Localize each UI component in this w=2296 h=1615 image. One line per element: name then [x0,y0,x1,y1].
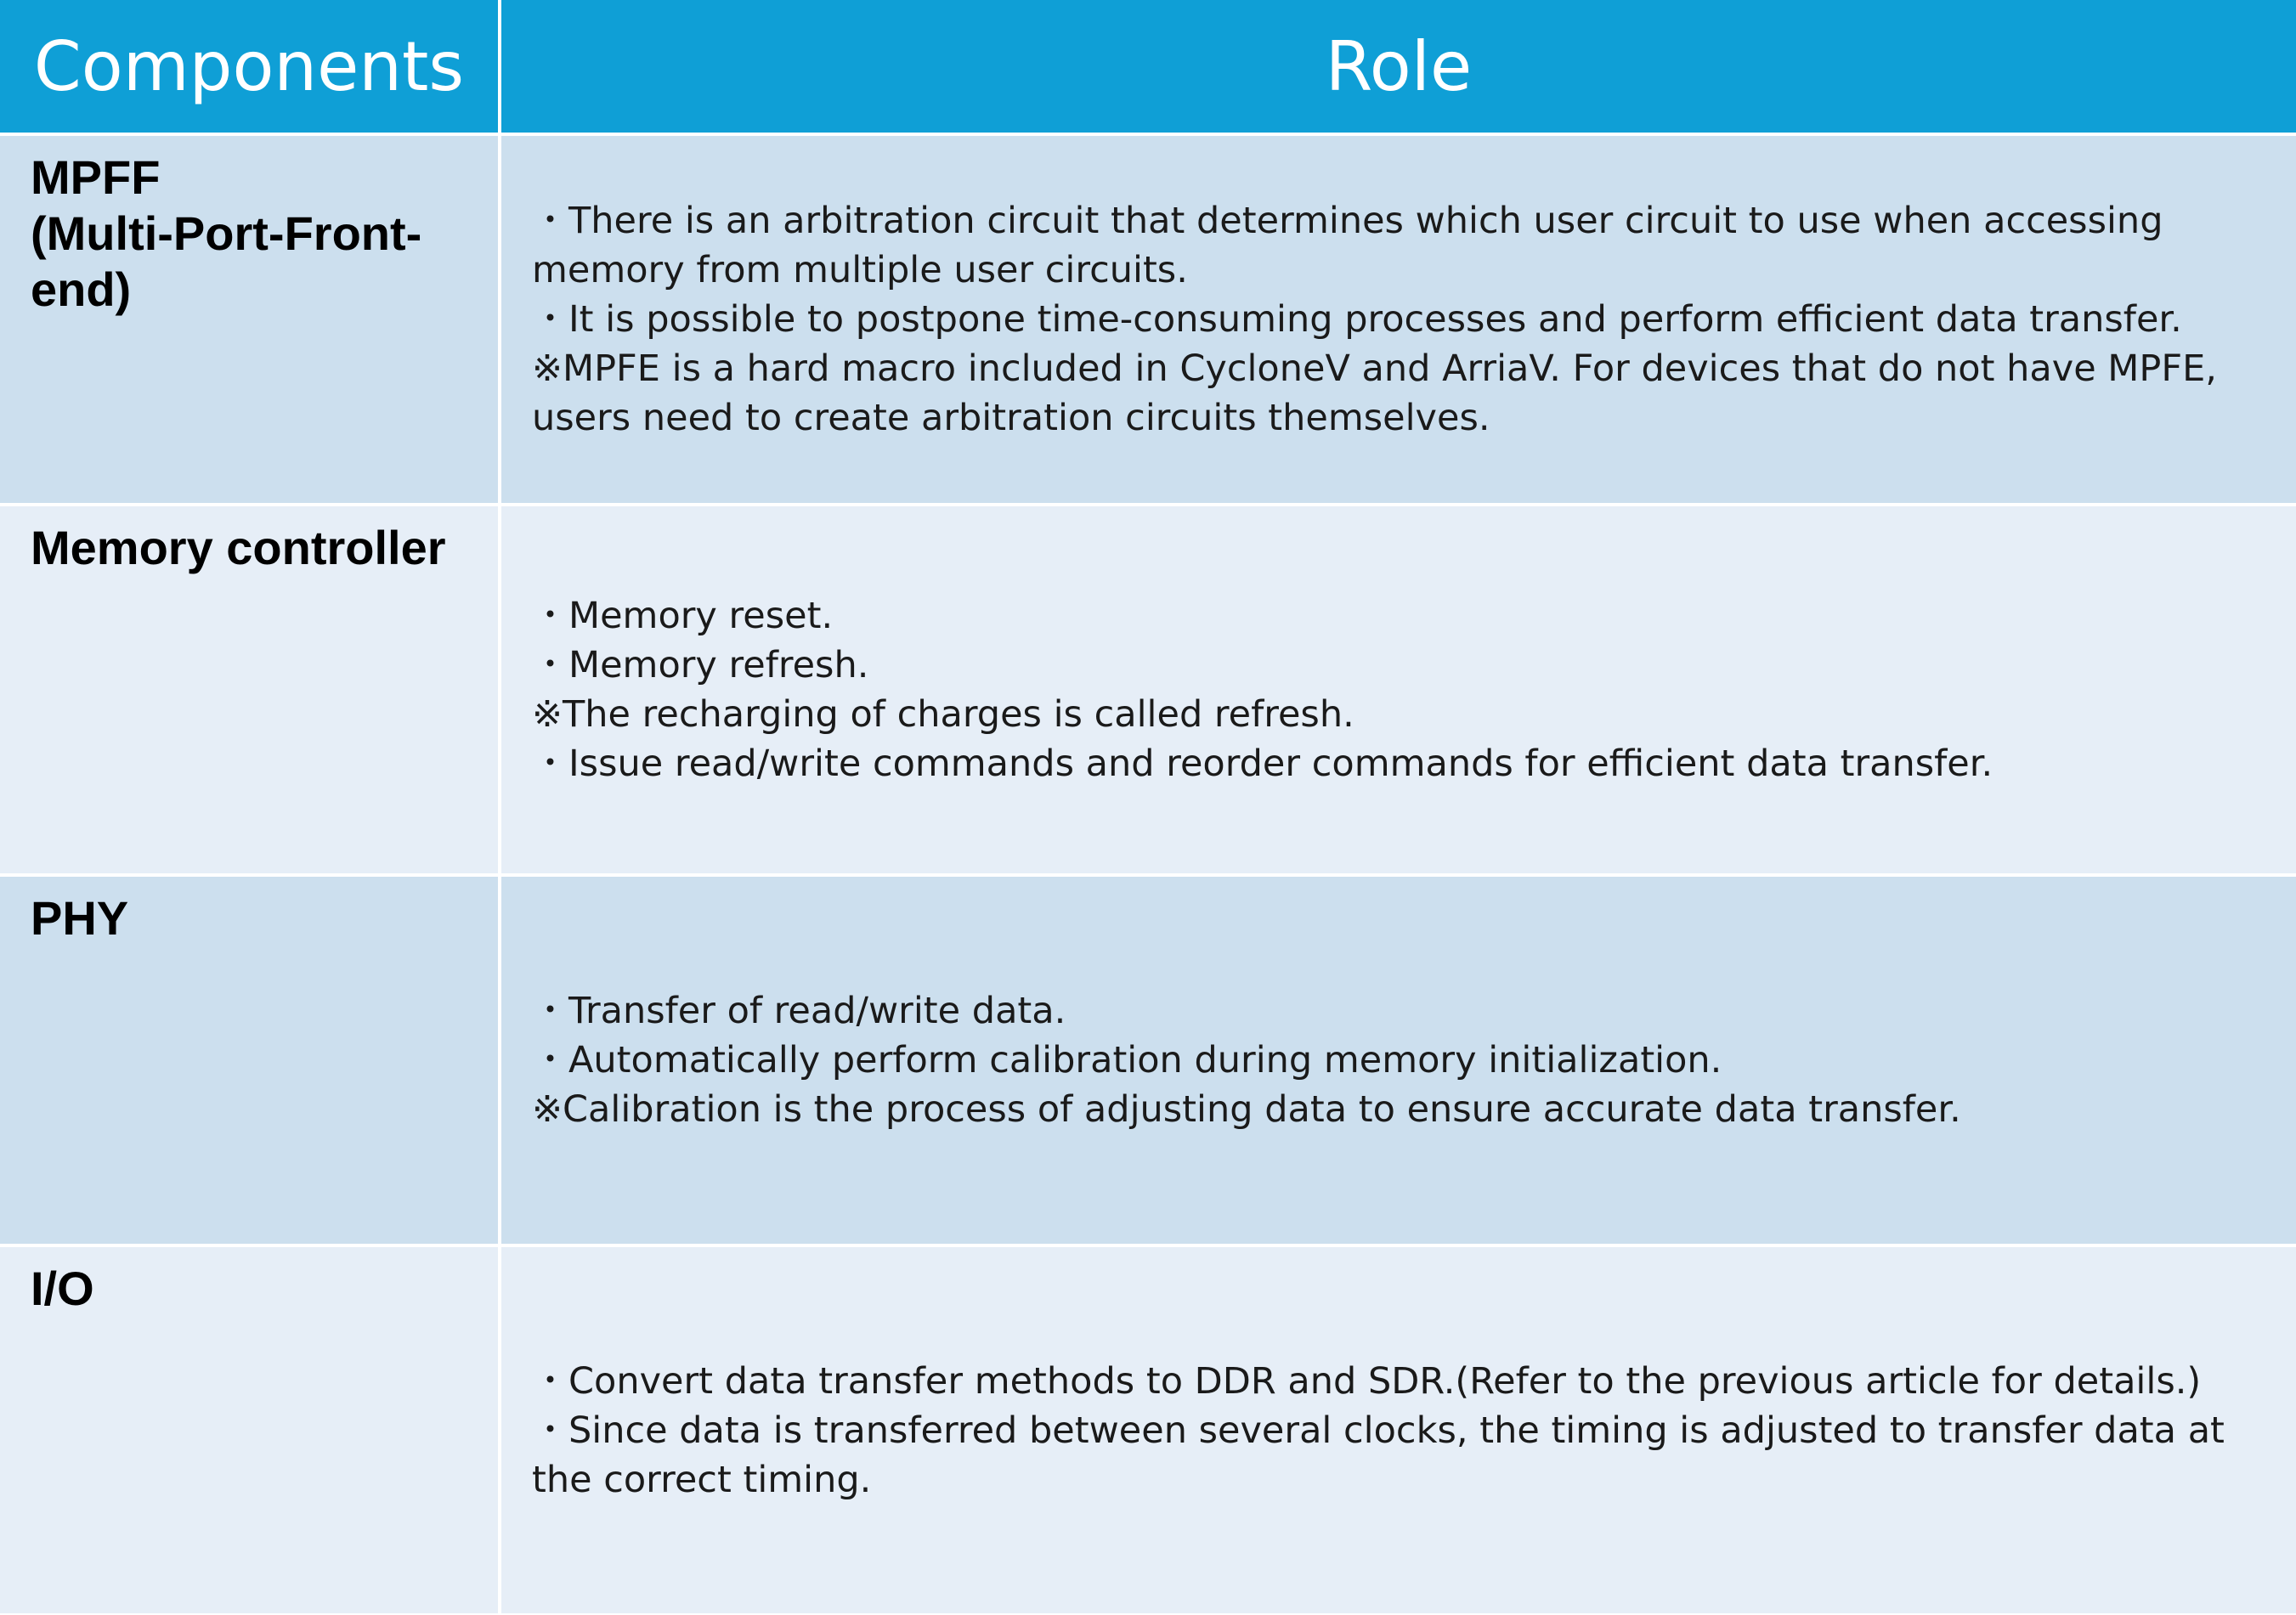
role-phy-line-2: ・Automatically perform calibration during memory initialization. [532,1039,1722,1081]
role-io [501,1247,2296,1613]
role-io-line-2: ・Since data is transferred between several clocks, the timing is adjusted to transfer data at the correct timing. [532,1409,2225,1501]
role-memory-controller-line-4: ・Issue read/write commands and reorder commands for efficient data transfer. [532,743,1993,785]
component-memory-controller [0,506,498,873]
role-memory-controller-line-2: ・Memory refresh. [532,644,869,686]
component-memory-controller-label: Memory controller [31,521,446,574]
component-io [0,1247,498,1613]
header-components: Components [0,0,498,133]
component-mpff-label: MPFF (Multi-Port-Front- end) [31,150,422,316]
role-mpff-line-2: ・It is possible to postpone time-consuming processes and perform efficient data transfer. [532,298,2182,341]
role-memory-controller [501,506,2296,873]
role-memory-controller-line-3: ※The recharging of charges is called refresh. [532,693,1354,736]
role-mpff [501,136,2296,503]
role-phy-line-3: ※Calibration is the process of adjusting data to ensure accurate data transfer. [532,1088,1961,1131]
role-phy [501,877,2296,1244]
component-mpff [0,136,498,503]
header-role: Role [501,0,2296,133]
role-io-line-1: ・Convert data transfer methods to DDR and SDR.(Refer to the previous article for details.) [532,1359,2202,1403]
component-phy-label: PHY [31,891,129,945]
role-mpff-line-1: ・There is an arbitration circuit that determines which user circuit to use when accessing memory from multiple user circuits. [532,200,2163,291]
component-phy [0,877,498,1244]
role-memory-controller-line-1: ・Memory reset. [532,595,834,637]
role-mpff-line-3: ※MPFE is a hard macro included in CycloneV and ArriaV. For devices that do not have MPFE, users need to create arbitration circuits themselves. [532,347,2217,439]
component-io-label: I/O [31,1262,94,1315]
role-phy-line-1: ・Transfer of read/write data. [532,990,1066,1032]
